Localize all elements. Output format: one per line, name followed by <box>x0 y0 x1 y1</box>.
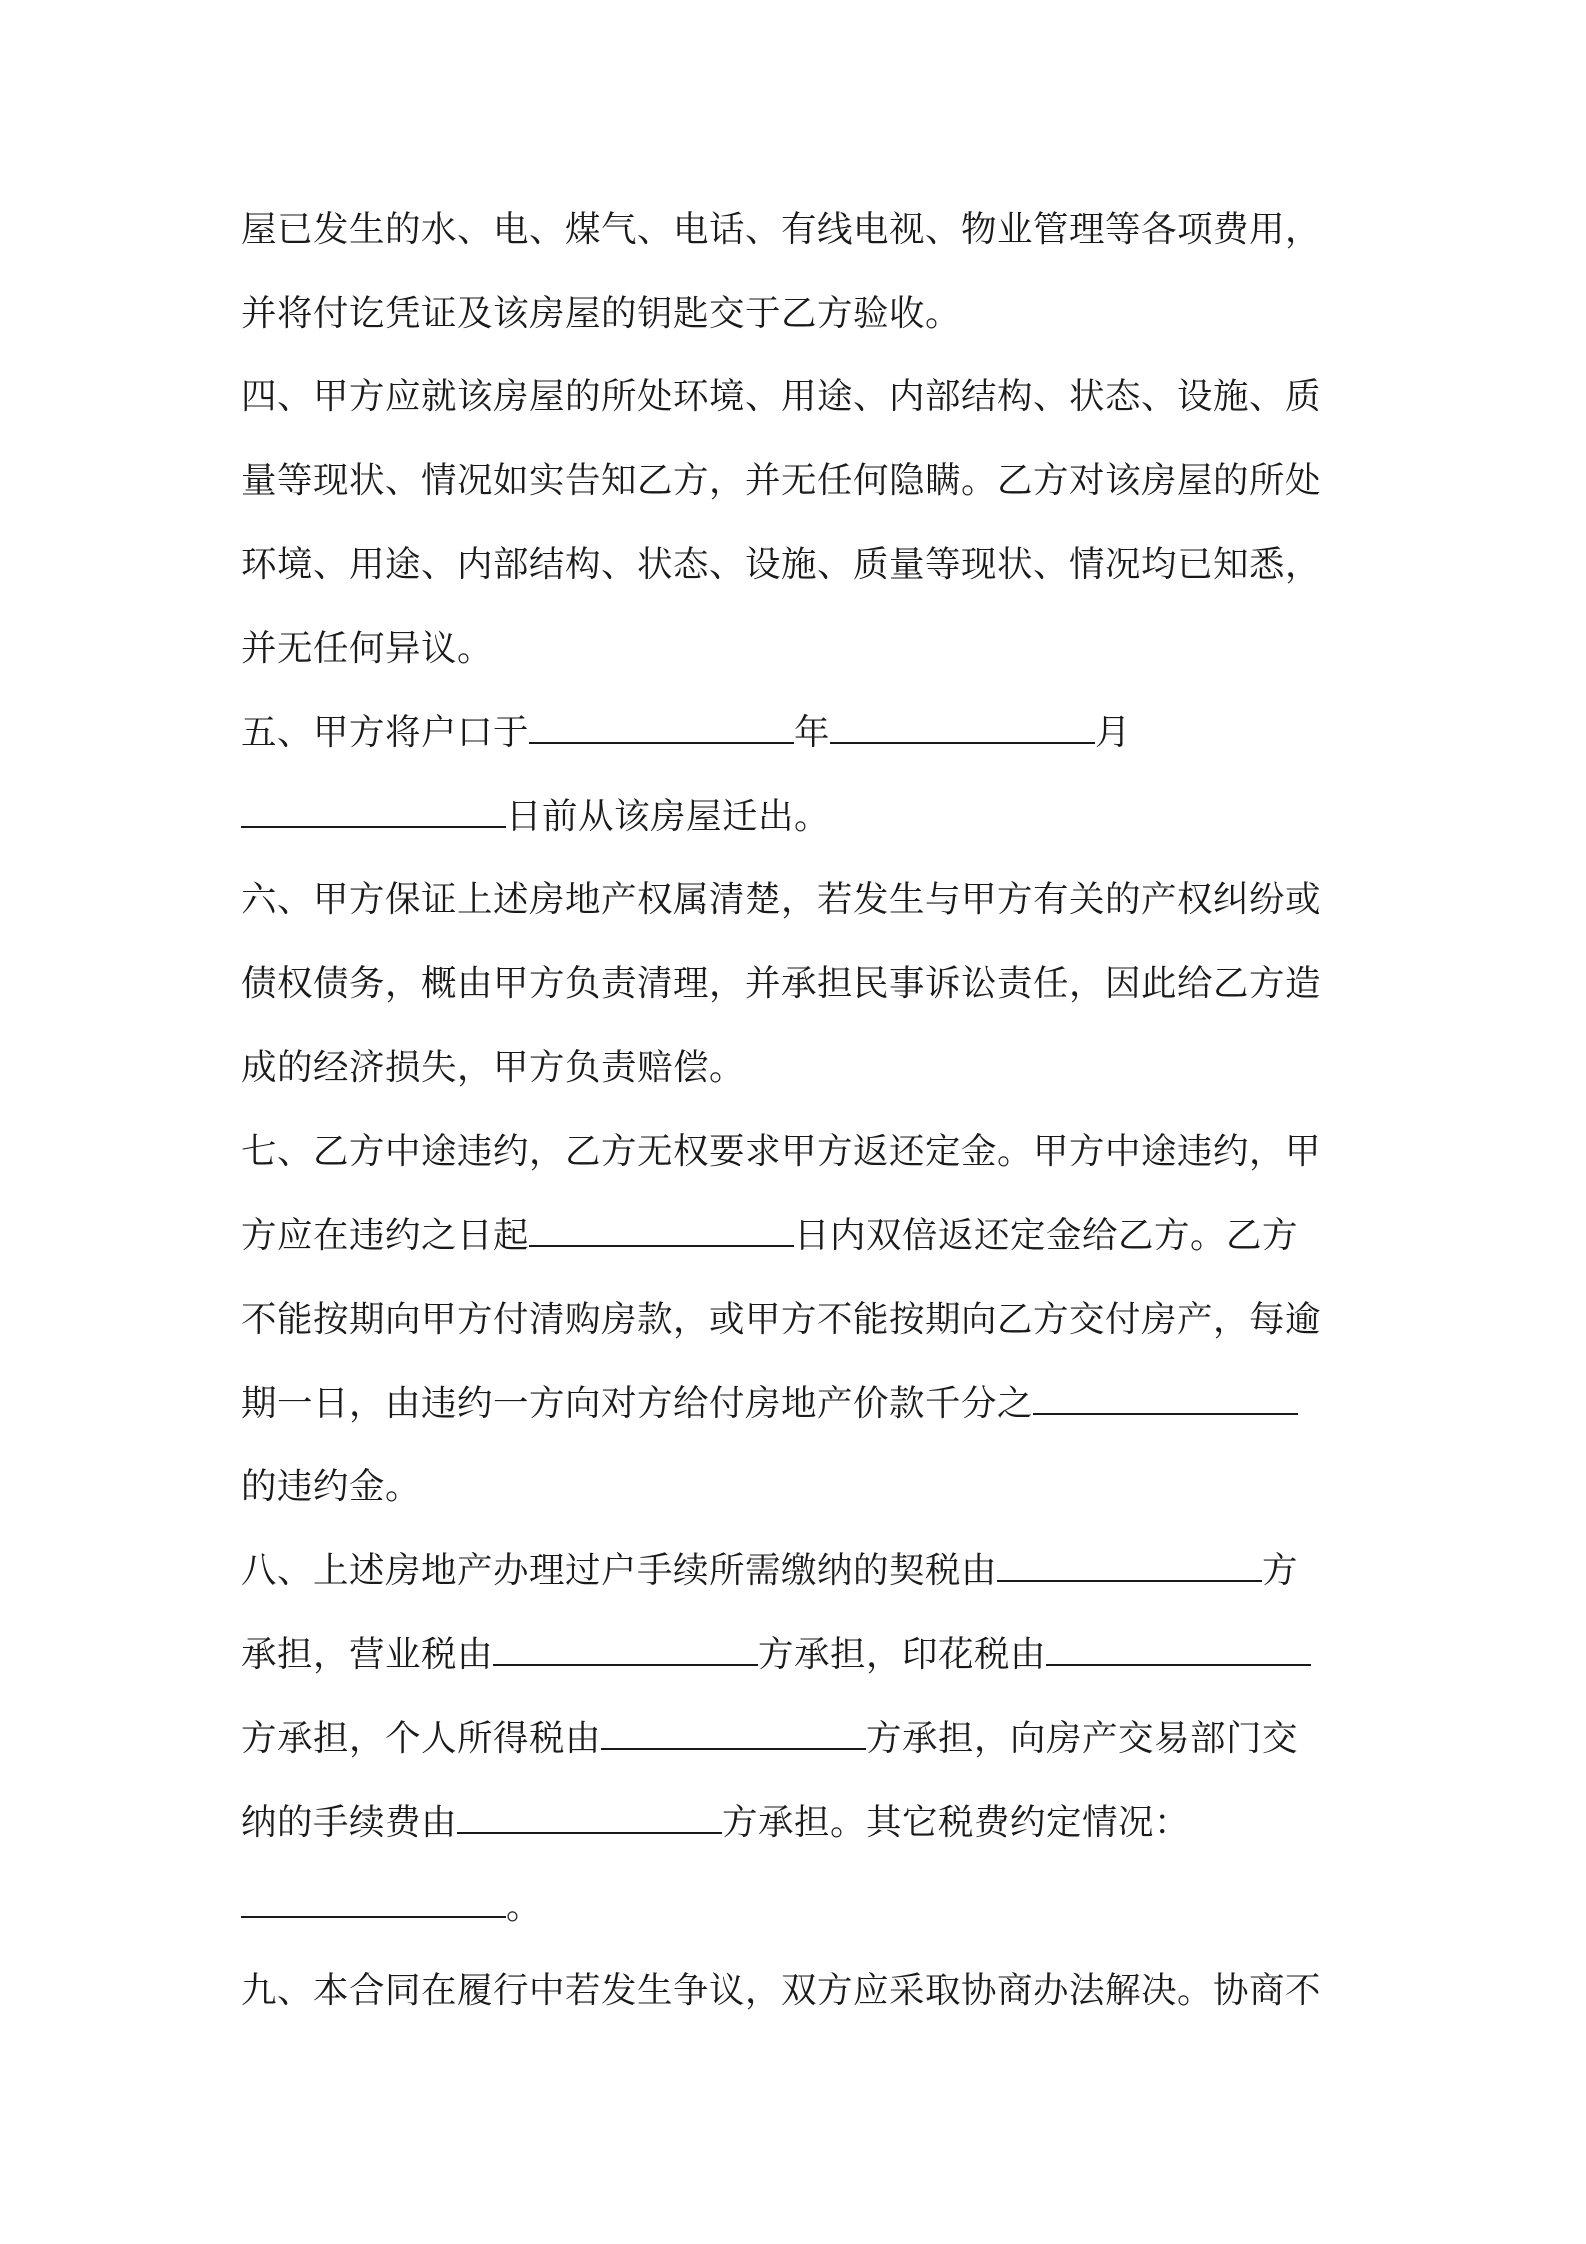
text-segment: 日内双倍返还定金给乙方。乙方 <box>794 1215 1299 1256</box>
text-segment: 六、甲方保证上述房地产权属清楚，若发生与甲方有关的产权纠纷或 <box>241 879 1322 920</box>
text-line <box>241 627 493 671</box>
text-segment: 方承担。其它税费约定情况： <box>722 1802 1191 1843</box>
fill-in-blank-deed-tax-party <box>997 1552 1262 1582</box>
text-segment: 环境、用途、内部结构、状态、设施、质量等现状、情况均已知悉， <box>241 544 1322 585</box>
text-line <box>241 1214 1298 1258</box>
fill-in-blank-day <box>241 798 506 828</box>
text-segment: 并将付讫凭证及该房屋的钥匙交于乙方验收。 <box>241 293 962 334</box>
text-segment: 九、本合同在履行中若发生争议，双方应采取协商办法解决。协商不 <box>241 1970 1322 2011</box>
text-segment: 。 <box>506 1886 543 1927</box>
text-segment: 日前从该房屋迁出。 <box>506 796 831 837</box>
fill-in-blank-days <box>529 1217 794 1247</box>
text-segment: 五、甲方将户口于 <box>241 712 530 753</box>
text-segment: 量等现状、情况如实告知乙方，并无任何隐瞒。乙方对该房屋的所处 <box>241 460 1322 501</box>
clause-7-heading-line <box>241 1130 1321 1174</box>
text-segment: 年 <box>794 712 831 753</box>
clause-9-heading-line <box>241 1969 1321 2013</box>
text-segment: 期一日，由违约一方向对方给付房地产价款千分之 <box>241 1383 1034 1424</box>
text-segment: 八、上述房地产办理过户手续所需缴纳的契税由 <box>241 1550 998 1591</box>
fill-in-blank-stamp-tax-party <box>1046 1636 1311 1666</box>
clause-6-heading-line <box>241 878 1321 922</box>
clause-8-heading-line <box>241 1549 1298 1593</box>
text-segment: 方承担，印花税由 <box>758 1634 1047 1675</box>
fill-in-blank-year <box>529 714 794 744</box>
text-line <box>241 795 830 839</box>
text-line <box>241 459 1321 503</box>
fill-in-blank-month <box>830 714 1095 744</box>
text-line <box>241 1046 745 1090</box>
text-line <box>241 1298 1321 1342</box>
fill-in-blank-penalty-rate <box>1033 1385 1298 1415</box>
text-line <box>241 1633 1311 1677</box>
text-line <box>241 1717 1298 1761</box>
fill-in-blank-fee-party <box>457 1804 722 1834</box>
text-line <box>241 1885 542 1929</box>
text-segment: 方应在违约之日起 <box>241 1215 530 1256</box>
text-segment: 方承担，个人所得税由 <box>241 1718 602 1759</box>
text-segment: 成的经济损失，甲方负责赔偿。 <box>241 1047 746 1088</box>
text-segment: 屋已发生的水、电、煤气、电话、有线电视、物业管理等各项费用， <box>241 209 1322 250</box>
text-segment: 方承担，向房产交易部门交 <box>866 1718 1299 1759</box>
text-segment: 纳的手续费由 <box>241 1802 458 1843</box>
clause-4-heading-line <box>241 375 1321 419</box>
text-line <box>241 208 1321 252</box>
text-segment: 承担，营业税由 <box>241 1634 494 1675</box>
text-segment: 月 <box>1095 712 1132 753</box>
clause-5-heading-line <box>241 711 1131 755</box>
text-line <box>241 1465 421 1509</box>
fill-in-blank-income-tax-party <box>601 1720 866 1750</box>
text-line <box>241 1382 1298 1426</box>
text-line <box>241 292 961 336</box>
text-segment: 不能按期向甲方付清购房款，或甲方不能按期向乙方交付房产，每逾 <box>241 1299 1322 1340</box>
text-line <box>241 962 1321 1006</box>
text-segment: 债权债务，概由甲方负责清理，并承担民事诉讼责任，因此给乙方造 <box>241 963 1322 1004</box>
text-segment: 的违约金。 <box>241 1466 422 1507</box>
text-segment: 并无任何异议。 <box>241 628 494 669</box>
text-segment: 方 <box>1262 1550 1299 1591</box>
fill-in-blank-business-tax-party <box>493 1636 758 1666</box>
text-line <box>241 543 1321 587</box>
fill-in-blank-other-fees <box>241 1888 506 1918</box>
text-line <box>241 1801 1190 1845</box>
text-segment: 七、乙方中途违约，乙方无权要求甲方返还定金。甲方中途违约，甲 <box>241 1131 1322 1172</box>
text-segment: 四、甲方应就该房屋的所处环境、用途、内部结构、状态、设施、质 <box>241 376 1322 417</box>
